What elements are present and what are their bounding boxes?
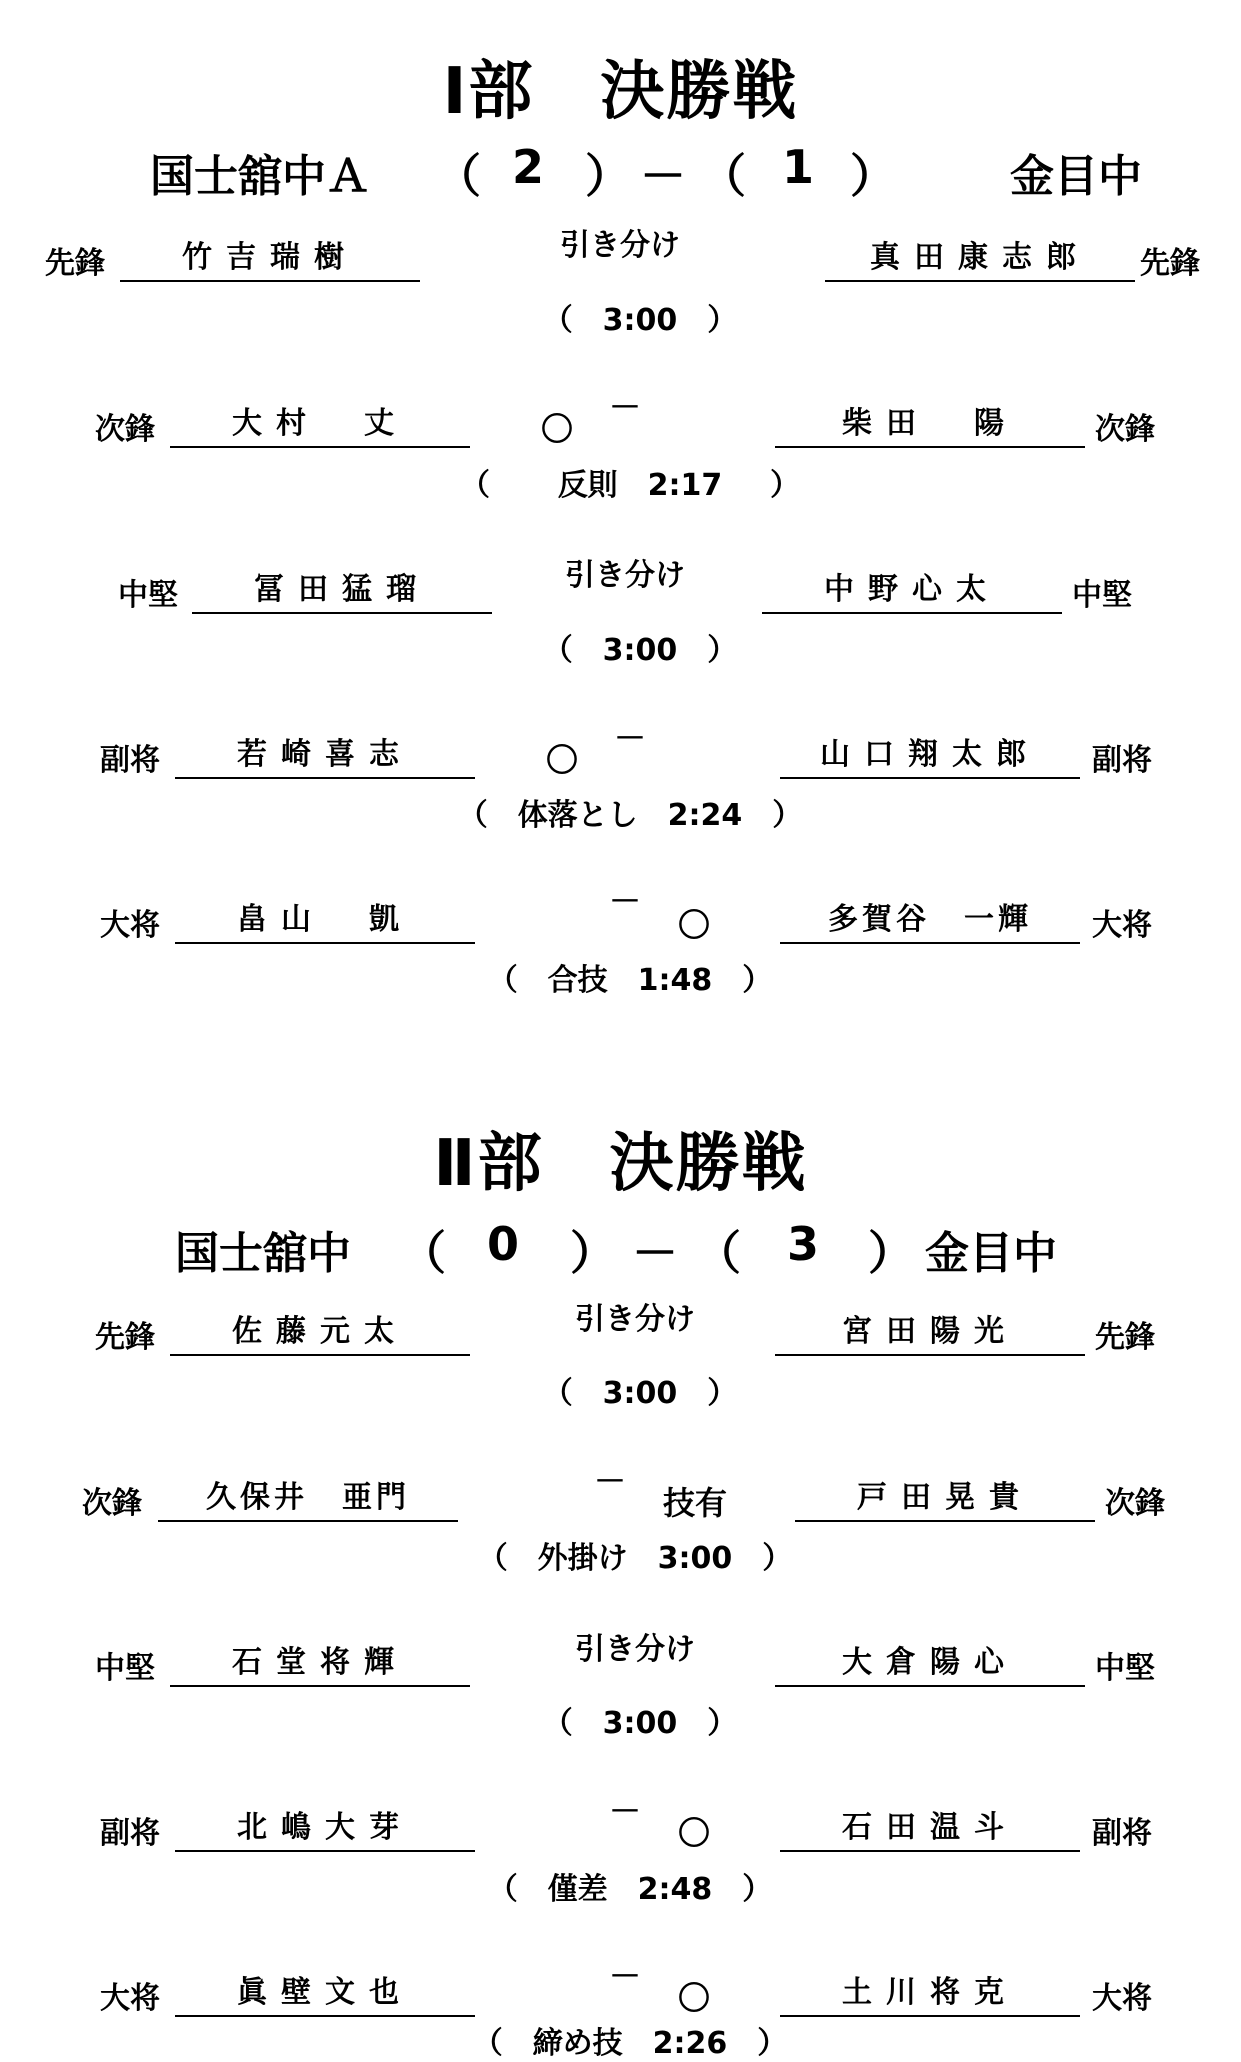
d2-b3-right-name: 大倉陽心 (775, 1641, 1085, 1687)
d1-b1-pos-right: 先鋒 (1140, 246, 1200, 281)
d2-b1-detail: （ 3:00 ） (542, 1376, 738, 1411)
d1-b2-detail-close: ） (770, 468, 800, 503)
d2-b5-pos-right: 大将 (1092, 1981, 1152, 2016)
d2-b1-result: 引き分け (575, 1302, 695, 1337)
d2-b5-left-mark: － (608, 1957, 641, 1995)
d1-b4-detail: （ 体落とし 2:24 ） (457, 798, 803, 833)
d1-b3-result: 引き分け (565, 558, 685, 593)
d2-b3-pos-right: 中堅 (1095, 1651, 1155, 1686)
d2-b4-pos-left: 副将 (100, 1816, 160, 1851)
d1-b5-left-name: 畠山 凱 (175, 898, 475, 944)
d2-score-left: 0 (487, 1217, 520, 1271)
d1-b1-left-name: 竹吉瑞樹 (120, 236, 420, 282)
d2-paren-open-right: （ (695, 1226, 741, 1280)
d1-b2-detail-open: （ (460, 468, 490, 503)
d2-team-left: 国士舘中 (175, 1228, 351, 1279)
d1-b4-left-name: 若崎喜志 (175, 733, 475, 779)
d1-score-left: 2 (512, 140, 545, 194)
d1-paren-open-right: （ (700, 149, 746, 203)
d1-b2-right-mark: － (608, 388, 641, 426)
d1-b4-pos-left: 副将 (100, 743, 160, 778)
d1-b5-detail: （ 合技 1:48 ） (487, 963, 773, 998)
d1-b2-detail: 反則 2:17 (557, 468, 723, 503)
d1-b5-right-mark: 〇 (677, 906, 710, 944)
d2-b2-pos-left: 次鋒 (82, 1486, 142, 1521)
d1-score-dash: － (640, 149, 686, 203)
d1-paren-close-left: ） (585, 149, 631, 203)
d1-b5-pos-right: 大将 (1092, 908, 1152, 943)
division-1-title: Ⅰ部 決勝戦 (442, 55, 799, 129)
d1-b3-right-name: 中野心太 (762, 568, 1062, 614)
d2-score-right: 3 (787, 1217, 820, 1271)
d2-b5-right-name: 土川将克 (780, 1971, 1080, 2017)
d2-b2-detail: （ 外掛け 3:00 ） (477, 1541, 793, 1576)
d1-b4-right-mark: － (613, 719, 646, 757)
d2-b2-right-mark: 技有 (662, 1484, 727, 1522)
d1-b5-left-mark: － (608, 882, 641, 920)
d2-b1-right-name: 宮田陽光 (775, 1310, 1085, 1356)
d2-b3-pos-left: 中堅 (95, 1651, 155, 1686)
d1-b1-pos-left: 先鋒 (45, 246, 105, 281)
d2-score-dash: － (632, 1226, 678, 1280)
division-2-title: Ⅱ部 決勝戦 (433, 1127, 808, 1201)
d1-b3-left-name: 冨田猛瑠 (192, 568, 492, 614)
d1-b3-detail: （ 3:00 ） (542, 633, 738, 668)
d1-b2-pos-right: 次鋒 (1095, 412, 1155, 447)
d2-b2-left-mark: － (593, 1462, 626, 1500)
d2-b4-left-mark: － (608, 1792, 641, 1830)
d2-b5-pos-left: 大将 (100, 1981, 160, 2016)
d1-b4-left-mark: 〇 (545, 741, 578, 779)
d2-paren-close-right: ） (868, 1226, 914, 1280)
d1-b4-right-name: 山口翔太郎 (780, 733, 1080, 779)
d2-b3-left-name: 石堂将輝 (170, 1641, 470, 1687)
d1-team-left: 国士舘中Ａ (150, 151, 370, 202)
d1-team-right: 金目中 (1010, 151, 1142, 202)
d2-b1-pos-left: 先鋒 (95, 1320, 155, 1355)
d2-b2-left-name: 久保井 亜門 (158, 1476, 458, 1522)
d2-b1-left-name: 佐藤元太 (170, 1310, 470, 1356)
d1-b2-pos-left: 次鋒 (95, 412, 155, 447)
d2-paren-close-left: ） (570, 1226, 616, 1280)
d2-b4-detail: （ 僅差 2:48 ） (487, 1872, 773, 1907)
d2-b4-left-name: 北嶋大芽 (175, 1806, 475, 1852)
d1-b2-left-mark: 〇 (540, 410, 573, 448)
d2-b4-right-name: 石田温斗 (780, 1806, 1080, 1852)
d2-b2-right-name: 戸田晃貴 (795, 1476, 1095, 1522)
d1-b2-left-name: 大村 丈 (170, 402, 470, 448)
d2-b3-detail: （ 3:00 ） (542, 1706, 738, 1741)
d1-b4-pos-right: 副将 (1092, 743, 1152, 778)
d1-b5-right-name: 多賀谷 一輝 (780, 898, 1080, 944)
d2-b2-pos-right: 次鋒 (1105, 1486, 1165, 1521)
d2-b3-result: 引き分け (575, 1632, 695, 1667)
d1-b3-pos-right: 中堅 (1072, 578, 1132, 613)
d1-b3-pos-left: 中堅 (118, 578, 178, 613)
d1-b2-right-name: 柴田 陽 (775, 402, 1085, 448)
d2-b4-right-mark: 〇 (677, 1814, 710, 1852)
d1-b1-result: 引き分け (560, 228, 680, 263)
d1-paren-open-left: （ (435, 149, 481, 203)
d2-b5-left-name: 眞壁文也 (175, 1971, 475, 2017)
d2-b5-detail: （ 締め技 2:26 ） (472, 2026, 788, 2061)
d1-b5-pos-left: 大将 (100, 908, 160, 943)
d2-team-right: 金目中 (925, 1228, 1057, 1279)
d1-b1-detail: （ 3:00 ） (542, 303, 738, 338)
d1-score-right: 1 (782, 140, 815, 194)
d2-b1-pos-right: 先鋒 (1095, 1320, 1155, 1355)
d1-paren-close-right: ） (850, 149, 896, 203)
d2-b4-pos-right: 副将 (1092, 1816, 1152, 1851)
d1-b1-right-name: 真田康志郎 (825, 236, 1135, 282)
d2-paren-open-left: （ (400, 1226, 446, 1280)
d2-b5-right-mark: 〇 (677, 1979, 710, 2017)
